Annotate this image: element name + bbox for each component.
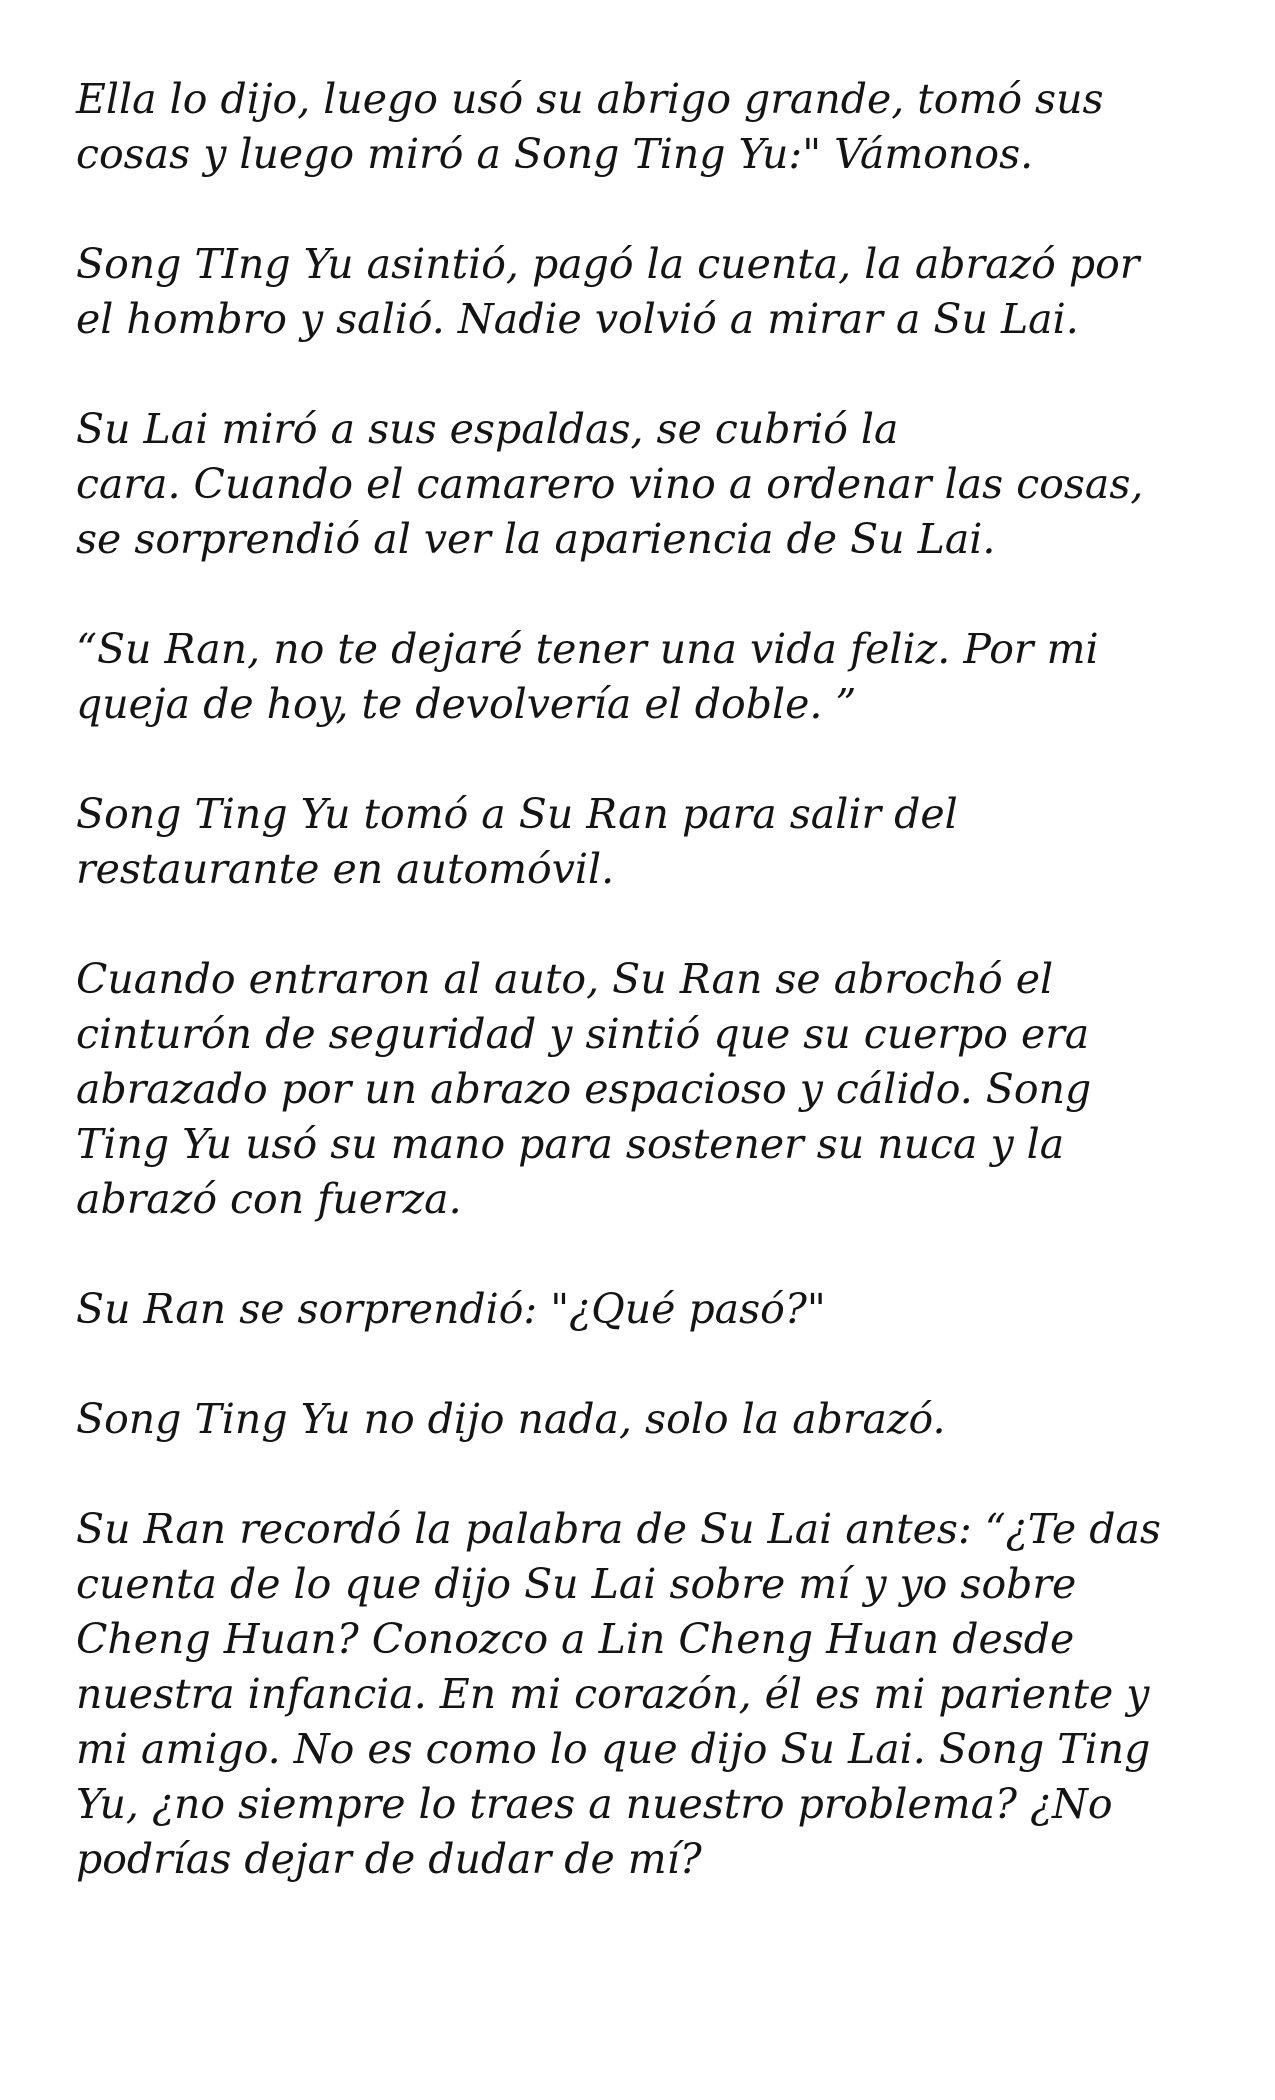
text-line: queja de hoy, te devolvería el doble. ” [76, 680, 857, 728]
text-line: cinturón de seguridad y sintió que su cuerpo era [76, 1010, 1090, 1058]
paragraph-5 [76, 787, 1226, 897]
text-line: Song Ting Yu no dijo nada, solo la abrazó. [76, 1395, 946, 1443]
paragraph-3 [76, 402, 1226, 567]
text-line: abrazó con fuerza. [76, 1175, 462, 1223]
text-line: Song Ting Yu tomó a Su Ran para salir del [76, 790, 958, 838]
paragraph-8 [76, 1392, 1226, 1447]
text-line: cosas y luego miró a Song Ting Yu:" Vámonos. [76, 130, 1034, 178]
text-line: nuestra infancia. En mi corazón, él es mi pariente y [76, 1670, 1150, 1718]
text-line: Su Lai miró a sus espaldas, se cubrió la [76, 405, 899, 453]
text-line: Su Ran se sorprendió: "¿Qué pasó?" [76, 1285, 826, 1333]
paragraph-1 [76, 72, 1226, 182]
text-line: Ting Yu usó su mano para sostener su nuca y la [76, 1120, 1065, 1168]
text-line: cuenta de lo que dijo Su Lai sobre mí y yo sobre [76, 1560, 1077, 1608]
text-line: restaurante en automóvil. [76, 845, 615, 893]
paragraph-2 [76, 237, 1226, 347]
text-line: cara. Cuando el camarero vino a ordenar las cosas, [76, 460, 1144, 508]
text-line: el hombro y salió. Nadie volvió a mirar a Su Lai. [76, 295, 1079, 343]
paragraph-4 [76, 622, 1226, 732]
text-line: Song TIng Yu asintió, pagó la cuenta, la abrazó por [76, 240, 1140, 288]
paragraph-9 [76, 1502, 1226, 1887]
text-line: Cuando entraron al auto, Su Ran se abrochó el [76, 955, 1054, 1003]
text-line: Ella lo dijo, luego usó su abrigo grande, tomó sus [76, 75, 1104, 123]
paragraph-6 [76, 952, 1226, 1227]
text-line: Cheng Huan? Conozco a Lin Cheng Huan desde [76, 1615, 1075, 1663]
document-body [76, 72, 1226, 1942]
text-line: abrazado por un abrazo espacioso y cálido. Song [76, 1065, 1092, 1113]
text-line: “Su Ran, no te dejaré tener una vida feliz. Por mi [76, 625, 1099, 673]
text-line: podrías dejar de dudar de mí? [76, 1835, 702, 1883]
text-line: mi amigo. No es como lo que dijo Su Lai. Song Ting [76, 1725, 1151, 1773]
text-line: Su Ran recordó la palabra de Su Lai antes: “¿Te das [76, 1505, 1161, 1553]
text-line: Yu, ¿no siempre lo traes a nuestro problema? ¿No [76, 1780, 1113, 1828]
paragraph-7 [76, 1282, 1226, 1337]
text-line: se sorprendió al ver la apariencia de Su Lai. [76, 515, 996, 563]
